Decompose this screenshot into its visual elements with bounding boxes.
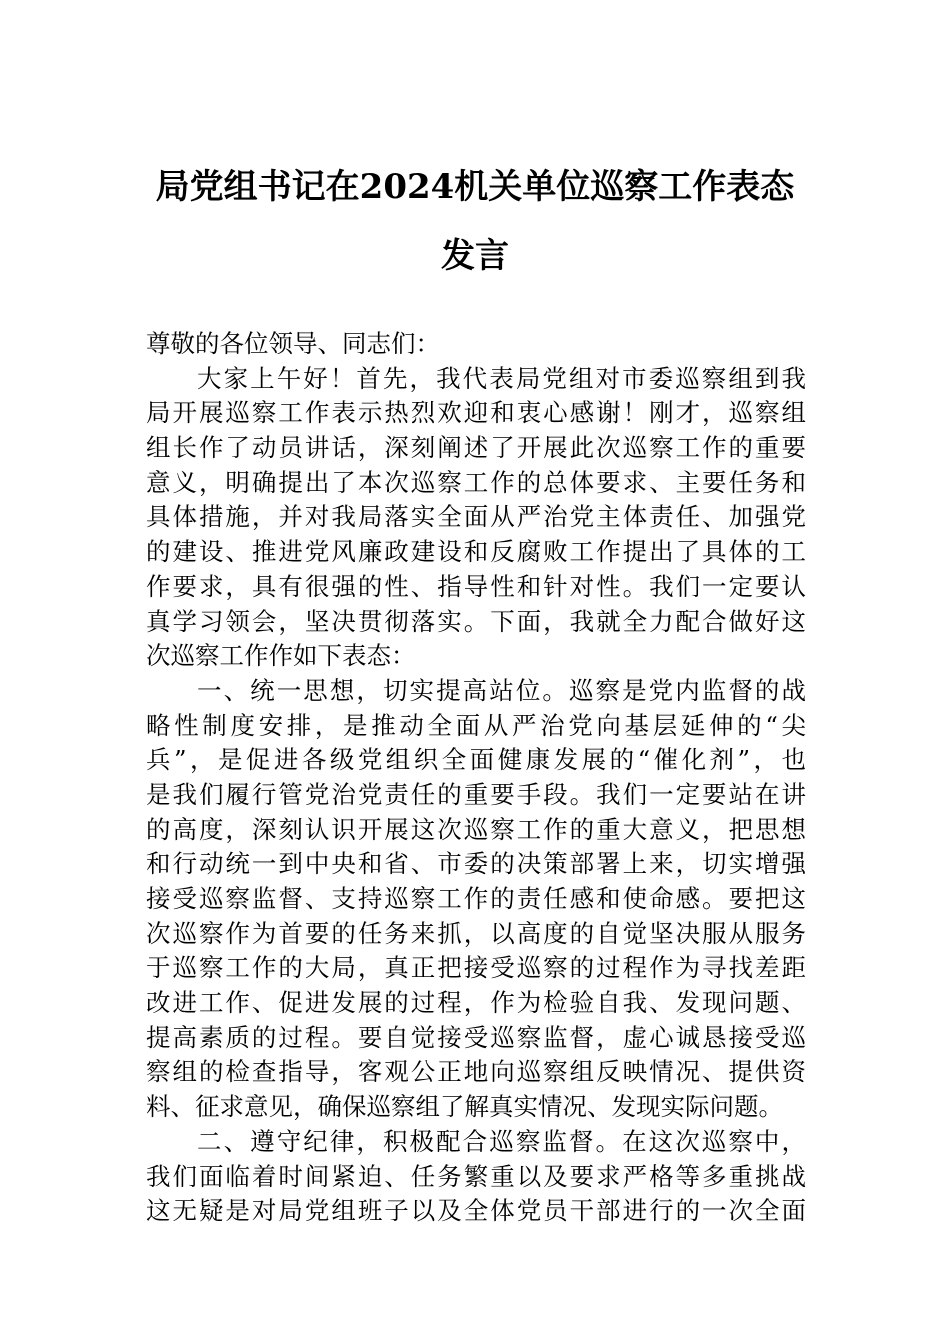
body-line: 我们面临着时间紧迫、任务繁重以及要求严格等多重挑战 bbox=[146, 1161, 806, 1191]
body-line: 一、统一思想，切实提高站位。巡察是党内监督的战 bbox=[197, 675, 806, 705]
body-line: 作要求，具有很强的性、指导性和针对性。我们一定要认 bbox=[146, 571, 806, 601]
salutation: 尊敬的各位领导、同志们： bbox=[146, 329, 440, 358]
body-line: 接受巡察监督、支持巡察工作的责任感和使命感。要把这 bbox=[146, 884, 806, 913]
body-line: 这无疑是对局党组班子以及全体党员干部进行的一次全面 bbox=[146, 1196, 806, 1226]
body-line: 是我们履行管党治党责任的重要手段。我们一定要站在讲 bbox=[146, 779, 806, 809]
body-line: 提高素质的过程。要自觉接受巡察监督，虚心诚恳接受巡 bbox=[146, 1022, 806, 1052]
document-title-line-2: 发言 bbox=[441, 236, 509, 276]
body-line: 料、征求意见，确保巡察组了解真实情况、发现实际问题。 bbox=[146, 1092, 783, 1122]
body-line: 察组的检查指导，客观公正地向巡察组反映情况、提供资 bbox=[146, 1057, 806, 1087]
body-line: 兵”，是促进各级党组织全面健康发展的“催化剂”，也 bbox=[146, 745, 806, 775]
body-line: 意义，明确提出了本次巡察工作的总体要求、主要任务和 bbox=[146, 467, 806, 497]
body-line: 于巡察工作的大局，真正把接受巡察的过程作为寻找差距 bbox=[146, 953, 806, 983]
body-line: 和行动统一到中央和省、市委的决策部署上来，切实增强 bbox=[146, 849, 806, 879]
body-line: 具体措施，并对我局落实全面从严治党主体责任、加强党 bbox=[146, 502, 806, 532]
body-line: 二、遵守纪律，积极配合巡察监督。在这次巡察中， bbox=[197, 1126, 806, 1156]
body-line: 改进工作、促进发展的过程，作为检验自我、发现问题、 bbox=[146, 988, 806, 1018]
document-title-line-1: 局党组书记在2024机关单位巡察工作表态 bbox=[155, 167, 795, 207]
body-line: 组长作了动员讲话，深刻阐述了开展此次巡察工作的重要 bbox=[146, 433, 806, 463]
body-line: 的高度，深刻认识开展这次巡察工作的重大意义，把思想 bbox=[146, 814, 806, 844]
body-line: 次巡察工作作如下表态： bbox=[146, 641, 416, 671]
body-line: 局开展巡察工作表示热烈欢迎和衷心感谢！刚才，巡察组 bbox=[146, 398, 806, 428]
body-line: 大家上午好！首先，我代表局党组对市委巡察组到我 bbox=[197, 363, 806, 393]
document-body bbox=[146, 327, 806, 1229]
body-line: 略性制度安排，是推动全面从严治党向基层延伸的“尖 bbox=[146, 710, 806, 740]
body-line: 真学习领会，坚决贯彻落实。下面，我就全力配合做好这 bbox=[146, 606, 806, 636]
body-line: 次巡察作为首要的任务来抓，以高度的自觉坚决服从服务 bbox=[146, 918, 806, 948]
body-line: 的建设、推进党风廉政建设和反腐败工作提出了具体的工 bbox=[146, 537, 806, 567]
